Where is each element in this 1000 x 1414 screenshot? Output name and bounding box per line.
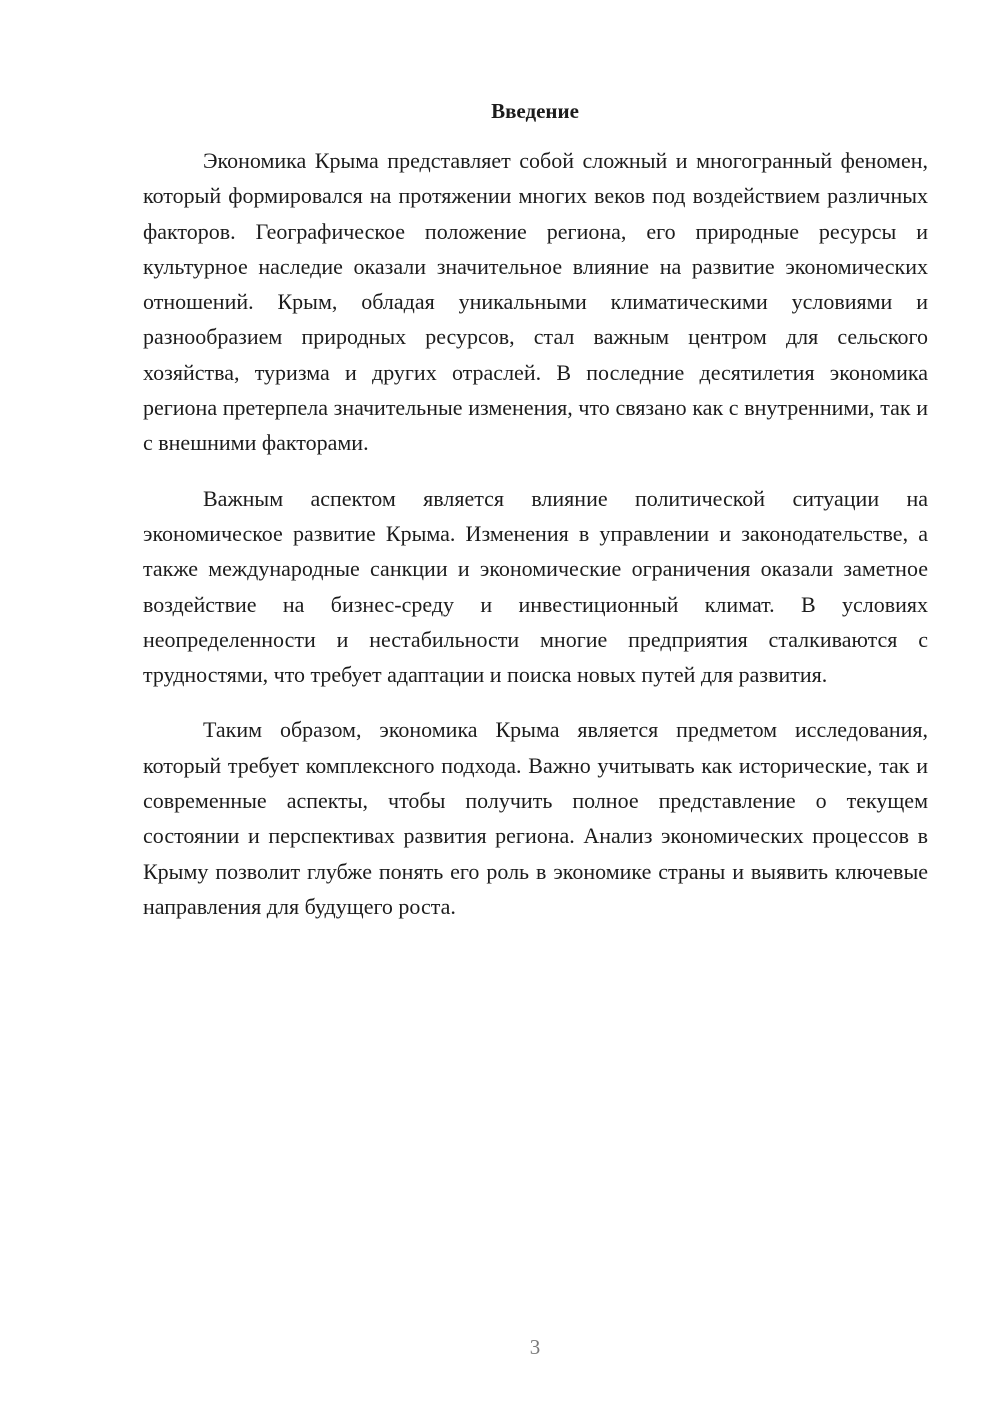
section-heading: Введение <box>491 99 579 123</box>
body-text <box>143 143 928 944</box>
paragraph-1: Экономика Крыма представляет собой сложный и многогранный феномен, который формировался на протяжении многих веков под воздействием различных факторов. Географическое положение региона, его природные ресурсы и культурное наследие оказали значительное влияние на развитие экономических отношений. Крым, обладая уникальными климатическими условиями и разнообразием природных ресурсов, стал важным центром для сельского хозяйства, туризма и других отраслей. В последние десятилетия экономика региона претерпела значительные изменения, что связано как с внутренними, так и с внешними факторами. <box>143 148 928 456</box>
paragraph-3: Таким образом, экономика Крыма является предметом исследования, который требует комплексного подхода. Важно учитывать как исторические, так и современные аспекты, чтобы получить полное представление о текущем состоянии и перспективах развития региона. Анализ экономических процессов в Крыму позволит глубже понять его роль в экономике страны и выявить ключевые направления для будущего роста. <box>143 717 928 919</box>
page-number: 3 <box>529 1335 541 1359</box>
paragraph-2: Важным аспектом является влияние политической ситуации на экономическое развитие Крыма. Изменения в управлении и законодательстве, а также международные санкции и экономические ограничения оказали заметное воздействие на бизнес-среду и инвестиционный климат. В условиях неопределенности и нестабильности многие предприятия сталкиваются с трудностями, что требует адаптации и поиска новых путей для развития. <box>143 485 928 688</box>
